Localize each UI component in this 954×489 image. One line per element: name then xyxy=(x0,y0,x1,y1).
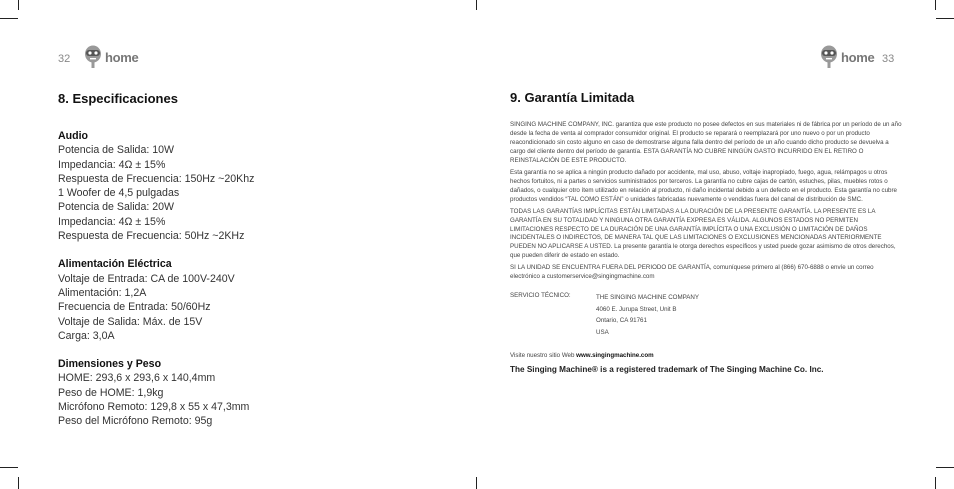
page-number-left: 32 xyxy=(58,53,71,65)
spec-line: HOME: 293,6 x 293,6 x 140,4mm xyxy=(58,372,216,385)
crop-mark xyxy=(0,467,18,468)
spec-line: Carga: 3,0A xyxy=(58,329,115,342)
crop-mark xyxy=(476,477,477,489)
trademark-notice: The Singing Machine® is a registered trademark of The Singing Machine Co. Inc. xyxy=(510,365,824,375)
section-dimensions xyxy=(58,357,438,428)
spec-line: Potencia de Salida: 10W xyxy=(58,144,175,157)
warranty-paragraph: TODAS LAS GARANTÍAS IMPLÍCITAS ESTÁN LIMITADAS A LA DURACIÓN DE LA PRESENTE GARANTÍA. LA PRESENTE ES LA GARANTÍA EN SU TOTALIDAD Y NINGUNA OTRA GARANTÍA EXPRESA ES VÁLIDA. ALGUNOS ESTADOS NO PERMITEN LIMITACIONES RESPECTO DE LA DURACIÓN DE UNA GARANTÍA IMPLÍCITA O UNA EXCLUSIÓN O LIMITACIÓN DE DAÑOS INCIDENTALES O INDIRECTOS, DE MANERA TAL QUE LAS LIMITACIONES O EXCLUSIONES MENCIONADAS ANTERIORMENTE PUEDEN NO APLICARSE A USTED. La presente garantía le otorga derechos específicos y usted puede gozar asimismo de otros derechos, que pueden diferir de estado en estado. xyxy=(510,207,896,260)
spec-line: Voltaje de Entrada: CA de 100V-240V xyxy=(58,272,235,285)
heading-especificaciones: 8. Especificaciones xyxy=(58,91,178,106)
warranty-paragraph: SINGING MACHINE COMPANY, INC. garantiza que este producto no posee defectos en sus materiales ni de fábrica por un período de un año desde la fecha de venta al comprador consumidor original. El producto se reparará o reemplazará por uno nuevo o por un producto reacondicionado sin costo alguno en caso de demostrarse alguna falla dentro del período de un año cuando dicho producto se devuelva a cargo del cliente dentro del período de garantía. ESTA GARANTÍA NO CUBRE NINGÚN GASTO INCURRIDO EN EL RETIRO O REINSTALACIÓN DE ESTE PRODUCTO. xyxy=(510,121,902,164)
spec-line: 1 Woofer de 4,5 pulgadas xyxy=(58,187,180,200)
website-line xyxy=(510,352,902,361)
service-line: USA xyxy=(596,328,609,336)
service-label: SERVICIO TÉCNICO: xyxy=(510,292,571,300)
spec-line: Voltaje de Salida: Máx. de 15V xyxy=(58,315,203,328)
spec-line: Alimentación: 1,2A xyxy=(58,286,147,299)
crop-mark xyxy=(0,18,18,19)
section-title: Dimensiones y Peso xyxy=(58,358,162,371)
service-address xyxy=(596,292,699,338)
warranty-text xyxy=(510,121,902,375)
website-link[interactable]: www.singingmachine.com xyxy=(576,352,654,360)
logo-text: home xyxy=(841,49,875,65)
crop-mark xyxy=(936,18,954,19)
spec-line: Respuesta de Frecuencia: 50Hz ~2KHz xyxy=(58,230,245,243)
crop-mark xyxy=(935,0,936,10)
service-block xyxy=(510,292,902,338)
heading-garantia: 9. Garantía Limitada xyxy=(510,90,635,105)
service-line: Ontario, CA 91761 xyxy=(596,317,647,325)
service-line: THE SINGING MACHINE COMPANY xyxy=(596,294,700,302)
home-logo-left xyxy=(84,44,138,70)
spec-line: Micrófono Remoto: 129,8 x 55 x 47,3mm xyxy=(58,401,250,414)
microphone-icon xyxy=(820,44,838,70)
warranty-paragraph: SI LA UNIDAD SE ENCUENTRA FUERA DEL PERIODO DE GARANTÍA, comuníquese primero al (866) 670-6888 o envíe un correo electrónico a customerservice@singingmachine.com xyxy=(510,264,874,281)
crop-mark xyxy=(476,0,477,10)
logo-text: home xyxy=(105,49,139,65)
home-logo-right xyxy=(820,44,874,70)
warranty-paragraph: Esta garantía no se aplica a ningún producto dañado por accidente, mal uso, abuso, voltaje inapropiado, fuego, agua, relámpagos u otros hechos fortuitos, ni a partes o servicios suministrados por terceros. La garantía no cubre cajas de cartón, estuches, pilas, muebles rotos o dañados, o cualquier otro ítem utilizado en relación al producto, ni daño incidental debido a un defecto en el producto. Esta garantía no cubre productos vendidos “TAL COMO ESTÁN” o unidades fabricadas nuevamente o vendidas fuera del canal de distribución de SMC. xyxy=(510,168,897,203)
section-title: Alimentación Eléctrica xyxy=(58,258,172,271)
crop-mark xyxy=(935,477,936,489)
spec-line: Peso de HOME: 1,9kg xyxy=(58,386,164,399)
section-audio xyxy=(58,129,438,243)
spec-line: Potencia de Salida: 20W xyxy=(58,201,175,214)
spec-line: Peso del Micrófono Remoto: 95g xyxy=(58,415,213,428)
spec-line: Frecuencia de Entrada: 50/60Hz xyxy=(58,301,211,314)
crop-mark xyxy=(936,467,954,468)
microphone-icon xyxy=(84,44,102,70)
specifications-list xyxy=(58,129,438,429)
service-line: 4060 E. Jurupa Street, Unit B xyxy=(596,305,677,313)
spec-line: Impedancia: 4Ω ± 15% xyxy=(58,215,166,228)
spec-line: Respuesta de Frecuencia: 150Hz ~20Khz xyxy=(58,172,255,185)
page-number-right: 33 xyxy=(882,53,895,65)
crop-mark xyxy=(18,0,19,10)
crop-mark xyxy=(18,477,19,489)
section-title: Audio xyxy=(58,130,89,142)
spec-line: Impedancia: 4Ω ± 15% xyxy=(58,158,166,171)
visit-text: Visite nuestro sitio Web xyxy=(510,352,575,360)
section-power xyxy=(58,257,438,343)
